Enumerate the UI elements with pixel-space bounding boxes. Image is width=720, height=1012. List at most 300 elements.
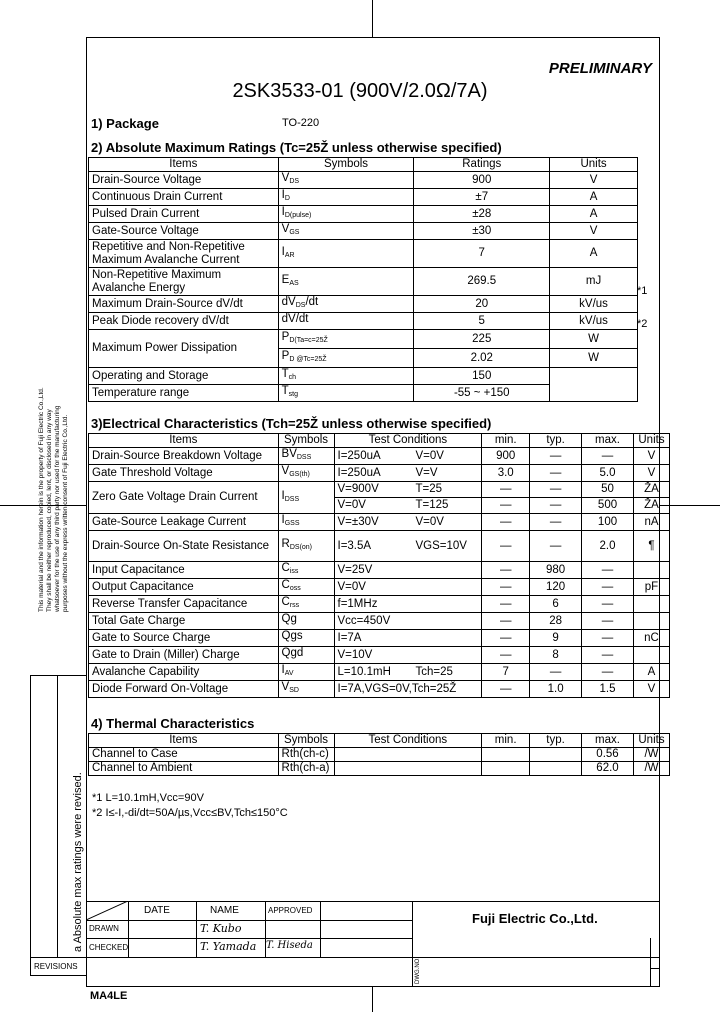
col-conditions: Test Conditions	[334, 734, 482, 748]
abs-unit: W	[550, 330, 638, 349]
approved-signature: T. Hiseda	[266, 940, 313, 951]
table-header	[89, 734, 670, 748]
elec-item: Gate-Source Leakage Current	[89, 514, 279, 531]
elec-min: —	[482, 596, 530, 613]
elec-unit: V	[633, 465, 669, 482]
elec-unit: A	[633, 664, 669, 681]
revision-box-left	[30, 675, 31, 975]
table-row	[89, 223, 638, 240]
col-min: min.	[482, 734, 530, 748]
abs-rating: 150	[414, 368, 550, 385]
checked-label: CHECKED	[89, 943, 129, 952]
symbol-sub: DS	[289, 178, 300, 185]
table-row	[89, 189, 638, 206]
symbol-main: R	[281, 538, 290, 550]
col-ratings: Ratings	[414, 158, 550, 172]
titleblock-diagonal	[86, 901, 128, 920]
elec-symbol	[278, 630, 334, 647]
elec-max: 500	[582, 498, 634, 514]
symbol-sub: AS	[289, 279, 299, 287]
col-items: Items	[89, 434, 279, 448]
elec-max: 50	[582, 482, 634, 498]
elec-typ: 6	[530, 596, 582, 613]
elec-condition	[334, 579, 482, 596]
fold-mark-bottom	[372, 987, 373, 1012]
table-row	[89, 296, 638, 313]
symbol-main: P	[281, 350, 290, 362]
table-row	[89, 482, 670, 498]
abs-item: Repetitive and Non-Repetitive Maximum Avalanche Current	[89, 240, 279, 268]
table-row	[89, 313, 638, 330]
titleblock-col-4	[320, 901, 321, 957]
symbol-main: BV	[281, 448, 297, 460]
abs-unit: kV/us	[550, 296, 638, 313]
elec-condition	[334, 562, 482, 579]
abs-symbol	[278, 385, 414, 402]
elec-max: 2.0	[582, 531, 634, 562]
thermal-symbol: Rth(ch-a)	[278, 762, 334, 776]
elec-item: Input Capacitance	[89, 562, 279, 579]
symbol-sub: ch	[288, 374, 297, 381]
symbol-main: T	[281, 385, 289, 397]
titleblock-top	[86, 901, 660, 902]
elec-max: —	[582, 630, 634, 647]
elec-typ: 9	[530, 630, 582, 647]
elec-symbol	[278, 482, 334, 514]
abs-rating: 7	[414, 240, 550, 268]
thermal-table	[88, 733, 670, 776]
col-max: max.	[582, 434, 634, 448]
titleblock-col-6	[650, 938, 651, 987]
symbol-sub: GS	[289, 229, 300, 236]
table-row	[89, 330, 638, 349]
name-header: NAME	[210, 905, 239, 916]
drawn-label: DRAWN	[89, 924, 119, 933]
condition-1: I=7A	[337, 631, 362, 644]
elec-max: —	[582, 596, 634, 613]
table-row	[89, 762, 670, 776]
elec-unit: V	[633, 448, 669, 465]
symbol-main: I	[281, 489, 285, 502]
symbol-main: V	[281, 465, 290, 477]
titleblock-row-1	[86, 920, 412, 921]
col-units: Units	[550, 158, 638, 172]
abs-item: Maximum Drain-Source dV/dt	[89, 296, 279, 313]
abs-symbol	[278, 330, 414, 349]
package-value: TO-220	[282, 117, 320, 129]
thermal-heading: 4) Thermal Characteristics	[91, 716, 255, 731]
elec-condition	[334, 596, 482, 613]
elec-item: Avalanche Capability	[89, 664, 279, 681]
fold-mark-top	[372, 0, 373, 37]
col-max: max.	[582, 734, 634, 748]
abs-unit: A	[550, 206, 638, 223]
checked-signature: T. Yamada	[200, 940, 257, 953]
elec-item: Gate to Drain (Miller) Charge	[89, 647, 279, 664]
table-row	[89, 240, 638, 268]
elec-symbol	[278, 562, 334, 579]
elec-unit	[633, 613, 669, 630]
abs-item: Gate-Source Voltage	[89, 223, 279, 240]
abs-rating: 2.02	[414, 349, 550, 368]
abs-item: Operating and Storage	[89, 368, 279, 385]
abs-symbol	[278, 189, 414, 206]
elec-symbol	[278, 613, 334, 630]
symbol-main: E	[281, 273, 290, 286]
condition-2: V=V	[415, 466, 438, 479]
elec-typ: 8	[530, 647, 582, 664]
col-units: Units	[633, 734, 669, 748]
symbol-sub: stg	[288, 391, 299, 398]
table-row	[89, 630, 670, 647]
symbol-suffix: /dt	[305, 296, 319, 308]
condition-1: I=250uA	[337, 449, 381, 462]
abs-symbol	[278, 313, 414, 330]
col-symbols: Symbols	[278, 434, 334, 448]
abs-unit	[550, 368, 638, 402]
symbol-sub: D @Tc=25Ž	[289, 356, 327, 363]
elec-max: —	[582, 448, 634, 465]
revision-box-divider	[57, 675, 58, 957]
abs-unit: A	[550, 240, 638, 268]
abs-item: Pulsed Drain Current	[89, 206, 279, 223]
elec-typ: —	[530, 498, 582, 514]
note-marker-2: *2	[637, 318, 648, 330]
abs-item: Continuous Drain Current	[89, 189, 279, 206]
elec-condition	[334, 613, 482, 630]
titleblock-corner	[650, 968, 660, 969]
symbol-main: I	[281, 189, 285, 201]
elec-min: —	[482, 681, 530, 698]
abs-symbol	[278, 349, 414, 368]
symbol-sub: SD	[289, 687, 299, 694]
symbol-main: dV	[281, 296, 296, 308]
revision-box-top	[30, 675, 86, 676]
elec-symbol	[278, 681, 334, 698]
elec-table	[88, 433, 670, 698]
approved-header: APPROVED	[268, 906, 313, 915]
elec-min: —	[482, 613, 530, 630]
symbol-sub: rss	[289, 602, 300, 609]
elec-typ: 980	[530, 562, 582, 579]
symbol-sub: GSS	[284, 520, 300, 527]
elec-max: 5.0	[582, 465, 634, 482]
elec-symbol	[278, 448, 334, 465]
abs-rating: 900	[414, 172, 550, 189]
titleblock-col-1	[128, 901, 129, 957]
elec-typ: —	[530, 664, 582, 681]
symbol-main: T	[281, 368, 289, 380]
elec-item: Drain-Source Breakdown Voltage	[89, 448, 279, 465]
elec-condition	[334, 681, 482, 698]
elec-item: Gate Threshold Voltage	[89, 465, 279, 482]
revision-note: a Absolute max ratings were revised.	[72, 772, 84, 952]
abs-rating: 20	[414, 296, 550, 313]
col-conditions: Test Conditions	[334, 434, 482, 448]
symbol-main: V	[281, 223, 290, 235]
revisions-label: REVISIONS	[34, 962, 78, 971]
condition-1: V=10V	[337, 648, 373, 661]
symbol-sub: DS	[295, 302, 306, 309]
col-symbols: Symbols	[278, 158, 414, 172]
symbol-main: I	[281, 664, 285, 676]
elec-item: Total Gate Charge	[89, 613, 279, 630]
date-header: DATE	[144, 905, 170, 916]
abs-symbol	[278, 296, 414, 313]
elec-unit: pF	[633, 579, 669, 596]
symbol-sub: DSS	[284, 495, 300, 503]
table-row	[89, 172, 638, 189]
abs-max-table	[88, 157, 638, 402]
elec-min: 3.0	[482, 465, 530, 482]
elec-symbol	[278, 664, 334, 681]
symbol-main: V	[281, 681, 290, 693]
elec-max: —	[582, 647, 634, 664]
note-marker-1: *1	[637, 285, 648, 297]
elec-item: Drain-Source On-State Resistance	[89, 531, 279, 562]
col-items: Items	[89, 158, 279, 172]
table-row	[89, 664, 670, 681]
table-row	[89, 448, 670, 465]
elec-max: —	[582, 562, 634, 579]
symbol-main: Qgs	[281, 630, 303, 642]
abs-rating: ±7	[414, 189, 550, 206]
elec-min: —	[482, 647, 530, 664]
symbol-sub: GS(th)	[289, 471, 310, 478]
symbol-sub: D(Ta=c=25Ž	[289, 337, 328, 344]
symbol-main: I	[281, 514, 285, 526]
revision-box-line	[30, 957, 86, 958]
symbol-sub: DSS	[296, 454, 312, 461]
abs-unit: W	[550, 349, 638, 368]
table-row	[89, 562, 670, 579]
abs-symbol	[278, 223, 414, 240]
page-title: 2SK3533-01 (900V/2.0Ω/7A)	[232, 80, 488, 102]
elec-condition	[334, 514, 482, 531]
table-row	[89, 596, 670, 613]
thermal-unit: /W	[633, 762, 669, 776]
elec-item: Output Capacitance	[89, 579, 279, 596]
drawn-signature: T. Kubo	[200, 922, 242, 935]
table-header	[89, 158, 638, 172]
condition-2: Tch=25	[415, 665, 453, 678]
abs-item: Maximum Power Dissipation	[89, 330, 279, 368]
footnote-2: *2 I≤-I,-di/dt=50A/µs,Vcc≤BV,Tch≤150°C	[92, 807, 288, 819]
footnote-1: *1 L=10.1mH,Vcc=90V	[92, 792, 204, 804]
symbol-sub: iss	[289, 568, 299, 575]
table-header	[89, 434, 670, 448]
table-row	[89, 647, 670, 664]
abs-symbol	[278, 172, 414, 189]
abs-unit: A	[550, 189, 638, 206]
abs-rating: ±30	[414, 223, 550, 240]
symbol-main: Qgd	[281, 647, 304, 659]
symbol-sub: oss	[289, 585, 301, 592]
symbol-main: I	[281, 206, 285, 218]
condition-1: V=0V	[337, 499, 366, 511]
elec-unit	[633, 562, 669, 579]
elec-symbol	[278, 531, 334, 562]
abs-unit: kV/us	[550, 313, 638, 330]
elec-min: —	[482, 579, 530, 596]
elec-unit: V	[633, 681, 669, 698]
elec-unit: ŽA	[633, 482, 669, 498]
symbol-sub: AR	[284, 251, 295, 259]
symbol-main: I	[281, 245, 285, 258]
revision-box-bottom	[30, 975, 86, 976]
elec-condition	[334, 482, 482, 498]
abs-rating: 269.5	[414, 268, 550, 296]
dwg-label: DWG.NO.	[415, 957, 421, 984]
table-row	[89, 465, 670, 482]
elec-condition	[334, 465, 482, 482]
elec-min: 7	[482, 664, 530, 681]
symbol-main: V	[281, 172, 290, 184]
thermal-unit: /W	[633, 748, 669, 762]
elec-typ: 28	[530, 613, 582, 630]
titleblock-col-5	[412, 901, 413, 987]
symbol-sub: DS(on)	[289, 544, 313, 551]
condition-1: V=900V	[337, 483, 379, 495]
elec-typ: —	[530, 482, 582, 498]
condition-1: f=1MHz	[337, 597, 378, 610]
elec-max: 100	[582, 514, 634, 531]
elec-typ: —	[530, 531, 582, 562]
abs-item: Non-Repetitive Maximum Avalanche Energy	[89, 268, 279, 296]
col-typ: typ.	[530, 434, 582, 448]
elec-unit: ¶	[633, 531, 669, 562]
elec-min: —	[482, 482, 530, 498]
abs-symbol	[278, 240, 414, 268]
elec-condition	[334, 630, 482, 647]
col-min: min.	[482, 434, 530, 448]
abs-item: Temperature range	[89, 385, 279, 402]
thermal-item: Channel to Ambient	[89, 762, 279, 776]
elec-min: —	[482, 498, 530, 514]
symbol-main: C	[281, 562, 290, 574]
elec-max: —	[582, 579, 634, 596]
elec-unit: nC	[633, 630, 669, 647]
abs-unit: V	[550, 172, 638, 189]
abs-symbol	[278, 268, 414, 296]
condition-1: I=250uA	[337, 466, 381, 479]
table-row	[89, 681, 670, 698]
elec-symbol	[278, 514, 334, 531]
elec-condition	[334, 448, 482, 465]
col-items: Items	[89, 734, 279, 748]
thermal-max: 62.0	[582, 762, 634, 776]
elec-min: —	[482, 531, 530, 562]
abs-rating: 225	[414, 330, 550, 349]
elec-condition	[334, 498, 482, 514]
abs-symbol	[278, 368, 414, 385]
elec-typ: —	[530, 465, 582, 482]
elec-condition	[334, 664, 482, 681]
elec-min: 900	[482, 448, 530, 465]
abs-item: Peak Diode recovery dV/dt	[89, 313, 279, 330]
table-row	[89, 531, 670, 562]
elec-item: Reverse Transfer Capacitance	[89, 596, 279, 613]
elec-item: Diode Forward On-Voltage	[89, 681, 279, 698]
symbol-main: Qg	[281, 613, 297, 625]
condition-1: Vcc=450V	[337, 614, 391, 627]
elec-unit: ŽA	[633, 498, 669, 514]
table-row	[89, 613, 670, 630]
condition-2: VGS=10V	[415, 539, 467, 552]
elec-min: —	[482, 514, 530, 531]
table-row	[89, 748, 670, 762]
thermal-symbol: Rth(ch-c)	[278, 748, 334, 762]
elec-symbol	[278, 579, 334, 596]
elec-typ: 120	[530, 579, 582, 596]
abs-rating: ±28	[414, 206, 550, 223]
symbol-main: C	[281, 596, 290, 608]
form-code: MA4LE	[90, 990, 128, 1002]
elec-typ: 1.0	[530, 681, 582, 698]
abs-symbol	[278, 206, 414, 223]
package-heading: 1) Package	[91, 116, 159, 131]
elec-min: —	[482, 630, 530, 647]
symbol-main: C	[281, 579, 290, 591]
elec-min: —	[482, 562, 530, 579]
abs-unit: mJ	[550, 268, 638, 296]
table-row	[89, 268, 638, 296]
abs-max-heading: 2) Absolute Maximum Ratings (Tc=25Ž unless otherwise specified)	[91, 140, 502, 155]
confidential-notice: This material and the information herein is the property of Fuji Electric Co.,Ltd. They shall be neither reproduced, copied, lent, or disclosed in any way whatsoever for the use of any third party nor used for the manufacturing purposes without the express written consent of Fuji Electric Co.,Ltd.	[38, 387, 69, 612]
condition-1: V=25V	[337, 563, 373, 576]
symbol-sub: D	[284, 195, 290, 202]
col-units: Units	[633, 434, 669, 448]
abs-rating: 5	[414, 313, 550, 330]
col-typ: typ.	[530, 734, 582, 748]
abs-rating: -55 ~ +150	[414, 385, 550, 402]
table-row	[89, 514, 670, 531]
table-row	[89, 579, 670, 596]
elec-item: Zero Gate Voltage Drain Current	[89, 482, 279, 514]
company-name: Fuji Electric Co.,Ltd.	[472, 911, 598, 926]
elec-max: 1.5	[582, 681, 634, 698]
condition-2: T=25	[415, 483, 443, 495]
symbol-sub: AV	[284, 670, 294, 677]
abs-item: Drain-Source Voltage	[89, 172, 279, 189]
elec-unit	[633, 647, 669, 664]
elec-condition	[334, 647, 482, 664]
thermal-item: Channel to Case	[89, 748, 279, 762]
elec-heading: 3)Electrical Characteristics (Tch=25Ž unless otherwise specified)	[91, 416, 492, 431]
thermal-max: 0.56	[582, 748, 634, 762]
symbol-main: P	[281, 331, 290, 343]
table-row	[89, 368, 638, 385]
condition-2: V=0V	[415, 515, 444, 528]
elec-max: —	[582, 613, 634, 630]
condition-2: T=125	[415, 499, 449, 511]
elec-typ: —	[530, 514, 582, 531]
condition-2: V=0V	[415, 449, 444, 462]
table-row	[89, 206, 638, 223]
elec-condition	[334, 531, 482, 562]
elec-unit	[633, 596, 669, 613]
elec-typ: —	[530, 448, 582, 465]
elec-symbol	[278, 647, 334, 664]
elec-symbol	[278, 465, 334, 482]
elec-unit: nA	[633, 514, 669, 531]
preliminary-label: PRELIMINARY	[548, 60, 652, 77]
condition-1: V=0V	[337, 580, 366, 593]
titleblock-row-2	[86, 938, 412, 939]
titleblock-col-2	[196, 901, 197, 957]
elec-item: Gate to Source Charge	[89, 630, 279, 647]
elec-max: —	[582, 664, 634, 681]
